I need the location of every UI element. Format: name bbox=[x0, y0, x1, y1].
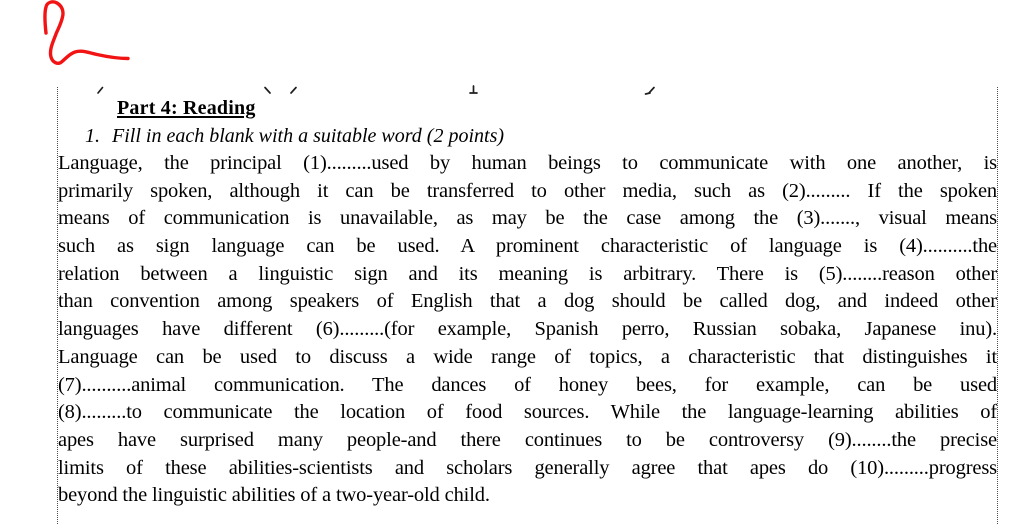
instruction-item bbox=[58, 122, 997, 150]
part-heading-text: Part 4: Reading bbox=[117, 97, 256, 119]
paragraph-line: means of communication is unavailable, as may be the case among the (3)......., visual means bbox=[58, 207, 997, 230]
paragraph-line: beyond the linguistic abilities of a two-year-old child. bbox=[58, 484, 490, 507]
right-text-boundary bbox=[997, 87, 998, 524]
paragraph-line: such as sign language can be used. A prominent characteristic of language is (4)..........the bbox=[58, 235, 997, 258]
fragment-mark bbox=[265, 88, 270, 94]
paragraph-line: Language, the principal (1).........used by human beings to communicate with one another, is bbox=[58, 152, 997, 174]
paragraph-line: (7)..........animal communication. The dances of honey bees, for example, can be used bbox=[58, 373, 997, 396]
paragraph-line: relation between a linguistic sign and its meaning is arbitrary. There is (5)........reason other bbox=[58, 262, 997, 285]
cropped-line-fragments bbox=[98, 86, 654, 94]
instruction-number: 1. bbox=[85, 125, 100, 147]
paragraph-line: (8).........to communicate the location of food sources. While the language-learning abilities of bbox=[58, 401, 997, 424]
paragraph-line: than convention among speakers of English that a dog should be called dog, and indeed other bbox=[58, 290, 997, 313]
fragment-mark bbox=[291, 88, 296, 94]
red-pen-scribble bbox=[45, 2, 128, 63]
document-body bbox=[58, 94, 997, 510]
paragraph-line: primarily spoken, although it can be transferred to other media, such as (2)......... If the spoken bbox=[58, 179, 997, 202]
part-heading bbox=[58, 94, 997, 122]
fragment-mark bbox=[98, 88, 103, 94]
fragment-mark bbox=[470, 86, 477, 93]
reading-passage bbox=[58, 150, 997, 510]
paragraph-line: languages have different (6).........(for example, Spanish perro, Russian sobaka, Japanese inu). bbox=[58, 318, 997, 341]
red-pen-scribble-path bbox=[45, 2, 128, 63]
paragraph-line: apes have surprised many people-and there continues to be controversy (9)........the precise bbox=[58, 428, 997, 451]
instruction-text: Fill in each blank with a suitable word (2 points) bbox=[112, 125, 505, 147]
paragraph-line: Language can be used to discuss a wide range of topics, a characteristic that distinguishes it bbox=[58, 345, 997, 368]
paragraph-line: limits of these abilities-scientists and scholars generally agree that apes do (10).........progress bbox=[58, 456, 997, 479]
